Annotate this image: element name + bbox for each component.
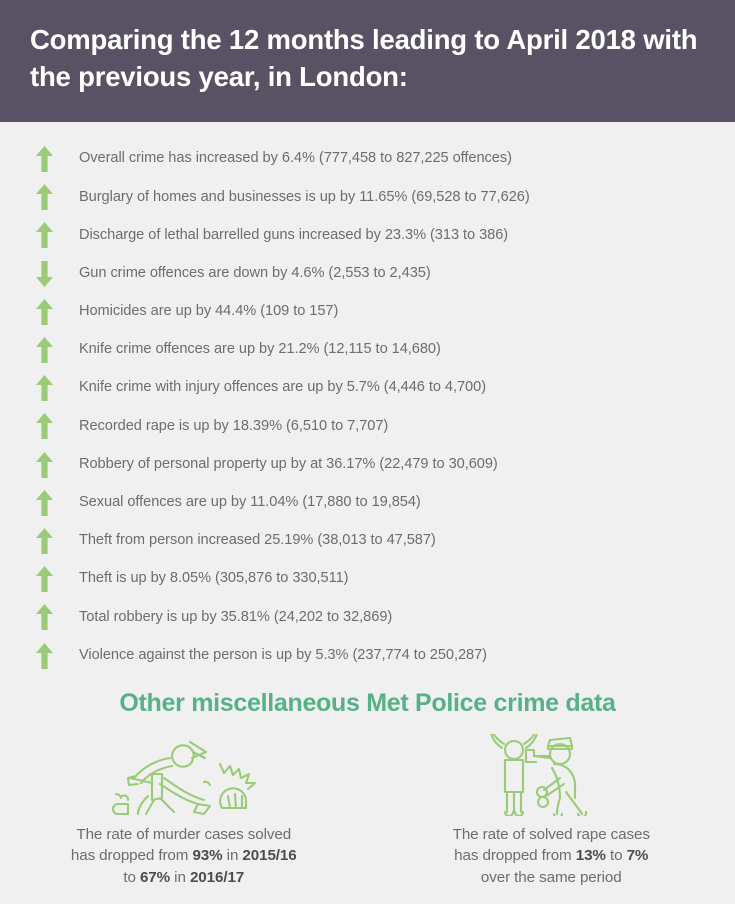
stat-row [0,636,735,674]
caption-period-to: 2016/17 [189,868,245,886]
caption-line-3-c: in [170,868,190,886]
stat-row [0,369,735,407]
caption-line-3-a: to [123,868,140,886]
arrow-up-icon [36,337,79,363]
stat-row [0,484,735,522]
stat-row [0,293,735,331]
stat-row [0,255,735,293]
caption-value-from: 93% [192,847,223,865]
arrow-up-icon [36,375,79,401]
header-banner [0,0,735,122]
caption-line-1: The rate of murder cases solved [76,825,292,843]
stat-text: Theft from person increased 25.19% (38,013 to 47,587) [79,532,436,549]
caption-line-1: The rate of solved rape cases [452,825,650,843]
stat-text: Theft is up by 8.05% (305,876 to 330,511) [79,570,349,587]
arrow-up-icon [36,643,79,669]
caption-period-from: 2015/16 [242,847,297,865]
arrow-up-icon [36,222,79,248]
bottom-stat-caption [453,824,650,889]
stat-row [0,560,735,598]
crime-stat-list [0,122,735,675]
arrow-up-icon [36,184,79,210]
caption-value-to: 7% [626,847,649,865]
stat-text: Knife crime offences are up by 21.2% (12,115 to 14,680) [79,341,441,358]
caption-line-3-a: over the same period [480,868,622,886]
caption-line-2-c: in [222,847,243,865]
arrow-down-icon [36,261,79,287]
arrow-up-icon [36,413,79,439]
stat-row [0,407,735,445]
caption-value-to: 67% [139,868,171,886]
police-arrest-icon [486,734,616,816]
assault-figure-icon [108,734,260,816]
stat-row [0,216,735,254]
stat-row [0,446,735,484]
arrow-up-icon [36,566,79,592]
stat-text: Overall crime has increased by 6.4% (777,458 to 827,225 offences) [79,150,512,167]
bottom-stat-rape-solved [368,734,735,889]
arrow-up-icon [36,299,79,325]
stat-row [0,140,735,178]
stat-row [0,331,735,369]
stat-text: Recorded rape is up by 18.39% (6,510 to 7,707) [79,417,389,434]
stat-text: Homicides are up by 44.4% (109 to 157) [79,303,339,320]
caption-line-2-a: has dropped from [70,847,193,865]
stat-text: Gun crime offences are down by 4.6% (2,553 to 2,435) [79,264,431,281]
arrow-up-icon [36,604,79,630]
stat-text: Sexual offences are up by 11.04% (17,880 to 19,854) [79,494,421,511]
stat-text: Violence against the person is up by 5.3% (237,774 to 250,287) [79,646,487,663]
arrow-up-icon [36,490,79,516]
arrow-up-icon [36,452,79,478]
stat-text: Burglary of homes and businesses is up by 11.65% (69,528 to 77,626) [79,188,530,205]
stat-text: Robbery of personal property up by at 36.17% (22,479 to 30,609) [79,455,498,472]
bottom-stat-caption [71,824,297,889]
page-title: Comparing the 12 months leading to April 2018 with the previous year, in London: [30,24,698,92]
caption-line-2-a: has dropped from [454,847,576,865]
stat-row [0,598,735,636]
stat-row [0,522,735,560]
stat-text: Discharge of lethal barrelled guns increased by 23.3% (313 to 386) [79,226,509,243]
stat-text: Knife crime with injury offences are up by 5.7% (4,446 to 4,700) [79,379,487,396]
arrow-up-icon [36,528,79,554]
arrow-up-icon [36,146,79,172]
section-heading: Other miscellaneous Met Police crime data [119,688,616,717]
stat-text: Total robbery is up by 35.81% (24,202 to 32,869) [79,608,393,625]
bottom-stat-murder-solved [0,734,368,889]
stat-row [0,178,735,216]
bottom-stats-row [0,734,735,889]
caption-line-2-c: to [605,847,627,865]
caption-value-from: 13% [575,847,606,865]
